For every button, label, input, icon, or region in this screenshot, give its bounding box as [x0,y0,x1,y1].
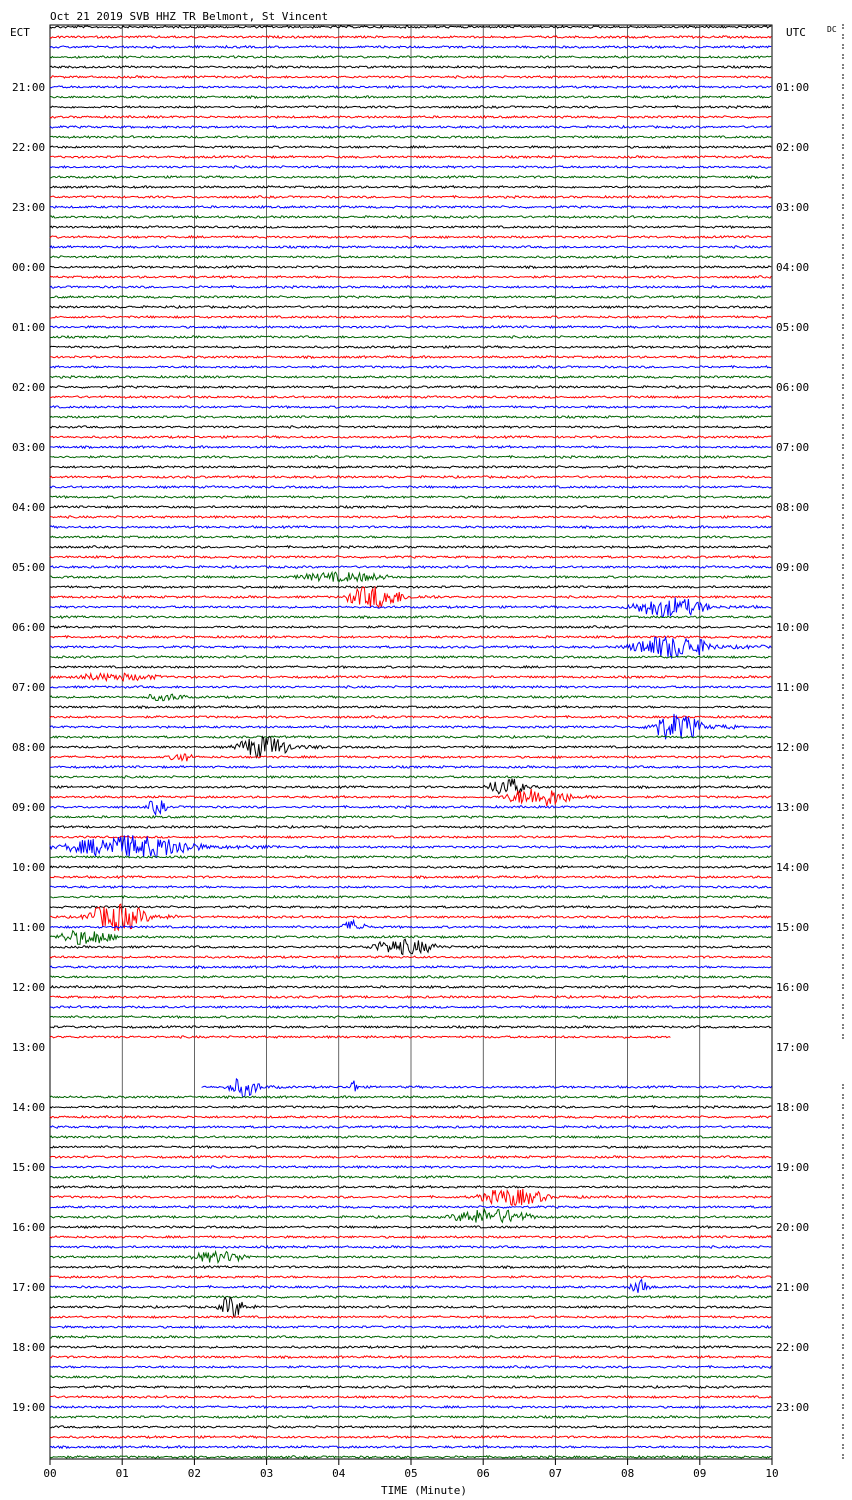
trace-line [50,1186,771,1189]
trace-line [50,296,771,298]
trace-line [50,306,771,308]
trace-line [50,196,771,199]
utc-hour-label: 19:00 [776,1161,810,1174]
trace-line [50,456,771,459]
trace-line [50,866,771,869]
trace-line [50,939,771,954]
trace-line [50,801,771,815]
trace-line [50,1189,771,1206]
trace-line [50,1456,771,1459]
x-tick-label: 01 [115,1467,129,1480]
trace-line [50,336,771,338]
trace-line [50,66,771,68]
utc-hour-label: 03:00 [776,201,810,214]
trace-line [50,766,771,768]
trace-line [50,716,771,719]
trace-line [50,906,771,908]
trace-line [50,396,771,398]
trace-line [50,706,771,709]
ect-hour-label: 19:00 [12,1401,46,1414]
trace-line [50,76,771,78]
ect-hour-label: 17:00 [12,1281,46,1294]
ect-hour-label: 08:00 [12,741,46,754]
left-zone-label: ECT [10,26,30,39]
trace-line [50,96,771,99]
ect-hour-label: 13:00 [12,1041,46,1054]
trace-line [50,1346,771,1349]
utc-hour-label: 08:00 [776,501,810,514]
trace-line [50,206,771,208]
trace-line [50,1356,771,1359]
utc-hour-label: 05:00 [776,321,810,334]
x-tick-label: 04 [332,1467,346,1480]
utc-hour-label: 14:00 [776,861,810,874]
trace-line [50,1016,771,1019]
trace-line [50,789,771,806]
utc-hour-label: 10:00 [776,621,810,634]
trace-line [50,516,771,519]
trace-line [50,166,771,169]
trace-line [50,826,771,828]
trace-line [50,714,771,739]
trace-line [50,116,771,118]
ect-hour-label: 07:00 [12,681,46,694]
trace-line [50,586,771,589]
utc-hour-label: 07:00 [776,441,810,454]
trace-line [50,1176,771,1179]
trace-line [50,1226,771,1228]
x-tick-label: 09 [693,1467,707,1480]
trace-line [50,921,771,929]
trace-line [50,216,771,218]
x-tick-label: 05 [404,1467,418,1480]
trace-line [50,376,771,379]
trace-line [50,1436,771,1439]
trace-line [50,556,771,558]
trace-line [50,856,771,858]
trace-line [50,316,771,319]
trace-line [50,156,771,158]
trace-line [50,286,771,289]
ect-hour-label: 18:00 [12,1341,46,1354]
trace-line [50,754,771,761]
trace-line [50,1296,771,1298]
trace-line [50,836,771,838]
trace-line [50,1386,771,1388]
trace-line [50,1406,771,1409]
trace-line [50,1236,771,1239]
trace-line [50,416,771,418]
trace-line [50,1096,771,1099]
ect-hour-label: 12:00 [12,981,46,994]
utc-hour-label: 02:00 [776,141,810,154]
trace-line [50,136,771,138]
trace-line [50,246,771,248]
trace-line [50,816,771,818]
utc-hour-label: 01:00 [776,81,810,94]
trace-line [50,1297,771,1317]
trace-line [50,106,771,109]
trace-line [50,779,771,794]
trace-line [50,1146,771,1149]
utc-hour-label: 06:00 [776,381,810,394]
ect-hour-label: 02:00 [12,381,46,394]
x-tick-label: 06 [476,1467,490,1480]
trace-line [50,1426,771,1429]
ect-hour-label: 05:00 [12,561,46,574]
trace-line [202,1079,772,1097]
trace-line [50,566,771,568]
trace-line [50,736,771,738]
utc-hour-label: 16:00 [776,981,810,994]
utc-hour-label: 23:00 [776,1401,810,1414]
trace-line [50,1026,771,1028]
trace-line [50,546,771,549]
trace-line [50,931,771,945]
x-tick-label: 07 [548,1467,563,1480]
trace-line [50,976,771,979]
trace-line [50,966,771,969]
utc-hour-label: 18:00 [776,1101,810,1114]
chart-title: Oct 21 2019 SVB HHZ TR Belmont, St Vincent [50,10,329,23]
right-zone-label: UTC [786,26,806,39]
trace-line [50,446,771,449]
trace-line [50,486,771,488]
ect-hour-label: 22:00 [12,141,46,154]
trace-line [50,1396,771,1398]
utc-hour-label: 12:00 [776,741,810,754]
trace-line [50,686,771,688]
x-tick-label: 00 [43,1467,57,1480]
trace-line [50,896,771,899]
trace-line [50,46,771,49]
trace-line [50,226,771,228]
trace-line [50,526,771,529]
utc-hour-label: 15:00 [776,921,810,934]
trace-line [50,356,771,359]
trace-line [50,536,771,538]
trace-line [50,26,771,28]
utc-hour-label: 22:00 [776,1341,810,1354]
trace-line [50,146,771,149]
trace-line [50,1446,771,1449]
trace-line [50,1166,771,1169]
trace-line [50,186,771,189]
trace-line [50,1326,771,1328]
trace-line [50,466,771,468]
trace-line [50,1280,771,1293]
trace-line [50,886,771,889]
x-axis-title: TIME (Minute) [380,1484,468,1497]
trace-line [50,1209,771,1222]
utc-hour-label: 17:00 [776,1041,810,1054]
utc-hour-label: 09:00 [776,561,810,574]
corner-label: DC [827,25,837,34]
trace-line [50,236,771,239]
trace-line [50,1036,670,1039]
trace-line [50,126,771,128]
trace-line [50,666,771,669]
trace-line [50,956,771,959]
trace-line [50,476,771,478]
ect-hour-label: 09:00 [12,801,46,814]
utc-hour-label: 11:00 [776,681,810,694]
ect-hour-label: 23:00 [12,201,46,214]
trace-line [50,386,771,388]
trace-line [50,176,771,179]
trace-line [50,1336,771,1338]
trace-line [50,36,771,39]
ect-hour-label: 01:00 [12,321,46,334]
trace-line [50,637,771,658]
trace-line [50,1126,771,1128]
utc-hour-label: 13:00 [776,801,810,814]
trace-line [50,1316,771,1319]
trace-line [50,1116,771,1118]
ect-hour-label: 16:00 [12,1221,46,1234]
trace-line [50,266,771,269]
plot-grid [50,25,772,1459]
trace-line [50,86,771,89]
trace-line [50,366,771,369]
trace-line [50,1252,771,1263]
trace-line [50,694,771,701]
trace-line [50,598,771,617]
ect-hour-label: 14:00 [12,1101,46,1114]
ect-hour-label: 00:00 [12,261,46,274]
x-axis-ticks [43,1459,778,1480]
trace-line [50,737,771,758]
ect-hour-label: 04:00 [12,501,46,514]
trace-line [50,1156,771,1158]
trace-line [50,1366,771,1369]
ect-hour-label: 10:00 [12,861,46,874]
x-tick-label: 08 [620,1467,635,1480]
trace-line [50,876,771,879]
trace-line [50,636,771,639]
trace-line [50,426,771,429]
trace-line [50,506,771,508]
trace-line [50,656,771,658]
trace-line [50,835,771,858]
trace-line [50,586,771,607]
ect-hour-label: 11:00 [12,921,46,934]
trace-line [50,1246,771,1248]
trace-line [50,986,771,988]
trace-line [50,1266,771,1269]
trace-line [50,996,771,998]
trace-line [50,1006,771,1008]
trace-line [50,276,771,278]
trace-line [50,436,771,439]
trace-line [50,406,771,409]
trace-line [50,496,771,499]
ect-hour-label: 03:00 [12,441,46,454]
trace-line [50,673,771,680]
trace-line [50,1376,771,1378]
trace-line [50,326,771,328]
utc-hour-label: 21:00 [776,1281,810,1294]
trace-line [50,626,771,629]
x-tick-label: 10 [765,1467,779,1480]
ect-hour-label: 21:00 [12,81,46,94]
ect-hour-label: 06:00 [12,621,46,634]
trace-line [50,1416,771,1418]
trace-line [50,1206,771,1208]
trace-line [50,1136,771,1138]
utc-hour-label: 04:00 [776,261,810,274]
utc-hour-label: 20:00 [776,1221,810,1234]
trace-line [50,346,771,349]
trace-line [50,256,771,258]
trace-line [50,1276,771,1279]
ect-hour-label: 15:00 [12,1161,46,1174]
x-tick-label: 02 [187,1467,202,1480]
trace-line [50,1106,771,1109]
trace-line [50,776,771,779]
trace-line [50,572,771,582]
trace-line [50,56,771,59]
x-tick-label: 03 [259,1467,274,1480]
